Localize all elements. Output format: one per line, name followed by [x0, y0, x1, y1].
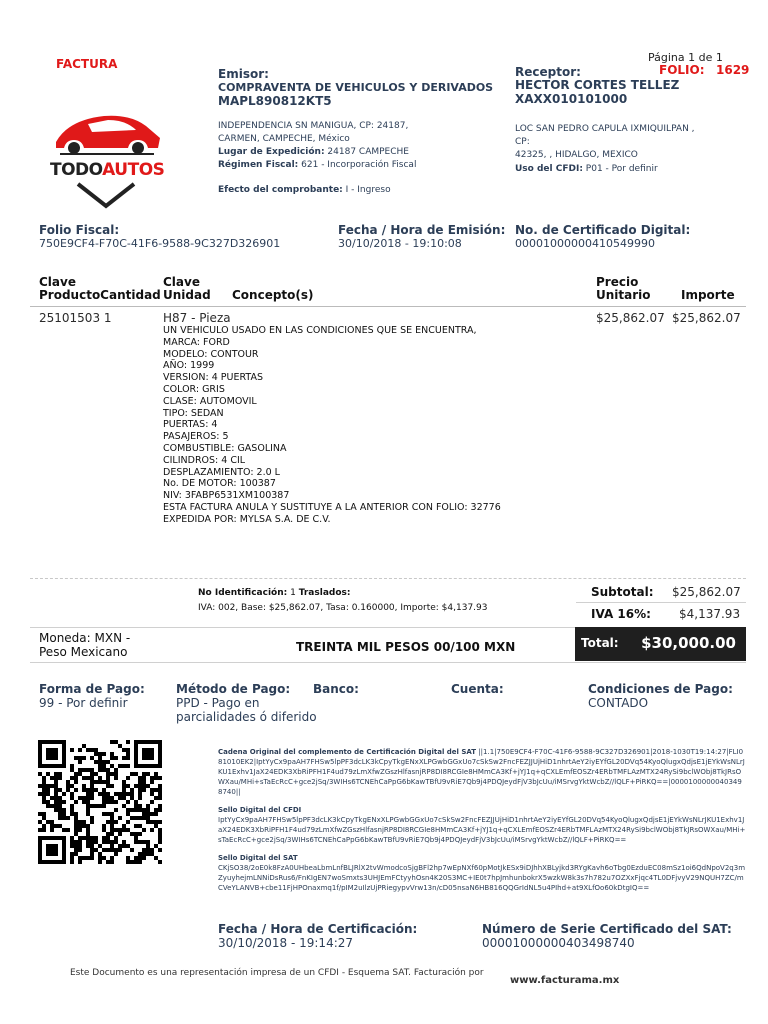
certificado-value: 00001000000410549990: [515, 237, 655, 250]
emisor-address-2: CARMEN, CAMPECHE, México: [218, 134, 350, 144]
description-line: DESPLAZAMIENTO: 2.0 L: [163, 466, 280, 478]
car-logo-icon: [48, 104, 166, 210]
receptor-address-1: LOC SAN PEDRO CAPULA IXMIQUILPAN ,: [515, 124, 695, 134]
qr-code-icon: [38, 740, 162, 864]
fecha-certificacion-value: 30/10/2018 - 19:14:27: [218, 936, 354, 950]
emisor-rfc: MAPL890812KT5: [218, 94, 332, 108]
fecha-certificacion-label: Fecha / Hora de Certificación:: [218, 922, 418, 936]
folio-fiscal-label: Folio Fiscal:: [39, 223, 120, 237]
col-precio-2: Unitario: [596, 288, 651, 302]
total-value: $30,000.00: [641, 634, 736, 652]
total-en-letra: TREINTA MIL PESOS 00/100 MXN: [296, 640, 516, 654]
description-line: ESTA FACTURA ANULA Y SUSTITUYE A LA ANTERIOR CON FOLIO: 32776: [163, 501, 501, 513]
description-line: MARCA: FORD: [163, 336, 230, 348]
fecha-emision-label: Fecha / Hora de Emisión:: [338, 223, 506, 237]
doc-type-label: FACTURA: [56, 57, 118, 71]
condiciones-value: CONTADO: [588, 696, 649, 710]
metodo-pago-value-1: PPD - Pago en: [176, 696, 260, 710]
folio-label: FOLIO:: [659, 63, 705, 77]
description-line: NIV: 3FABP6531XM100387: [163, 490, 290, 502]
lugar-expedicion-label: Lugar de Expedición:: [218, 147, 325, 157]
description-line: AÑO: 1999: [163, 360, 215, 372]
row-clave-cantidad: 25101503 1: [39, 311, 112, 325]
description-line: CLASE: AUTOMOVIL: [163, 395, 257, 407]
forma-pago-label: Forma de Pago:: [39, 682, 145, 696]
page-label: Página 1 de 1: [648, 51, 723, 64]
col-clave-2: ProductoCantidad: [39, 288, 161, 302]
description-line: TIPO: SEDAN: [163, 407, 224, 419]
efecto-value: I - Ingreso: [345, 185, 391, 195]
iva-line: IVA: 002, Base: $25,862.07, Tasa: 0.160000, Importe: $4,137.93: [198, 603, 488, 613]
row-description: [163, 325, 501, 526]
no-ident-label: No Identificación:: [198, 588, 288, 598]
col-precio-1: Precio: [596, 275, 639, 289]
lugar-expedicion-value: 24187 CAMPECHE: [327, 147, 409, 157]
footer-disclaimer: Este Documento es una representación impresa de un CFDI - Esquema SAT. Facturación por: [70, 968, 484, 978]
moneda-line-1: Moneda: MXN -: [39, 631, 131, 645]
description-line: CILINDROS: 4 CIL: [163, 454, 246, 466]
regimen-fiscal-label: Régimen Fiscal:: [218, 160, 299, 170]
banco-label: Banco:: [313, 682, 359, 696]
receptor-address-2: CP:: [515, 137, 530, 147]
receptor-address-3: 42325, , HIDALGO, MEXICO: [515, 150, 638, 160]
certificado-label: No. de Certificado Digital:: [515, 223, 691, 237]
iva-label: IVA 16%:: [591, 607, 651, 621]
description-line: MODELO: CONTOUR: [163, 348, 259, 360]
description-line: No. DE MOTOR: 100387: [163, 478, 276, 490]
col-unidad-1: Clave: [163, 275, 200, 289]
col-unidad-2: Unidad: [163, 288, 211, 302]
emisor-address-1: INDEPENDENCIA SN MANIGUA, CP: 24187,: [218, 121, 409, 131]
receptor-rfc: XAXX010101000: [515, 92, 628, 106]
description-line: COMBUSTIBLE: GASOLINA: [163, 442, 287, 454]
description-line: PASAJEROS: 5: [163, 431, 229, 443]
cadena-label: Cadena Original del complemento de Certificación Digital del SAT: [218, 748, 477, 756]
col-importe: Importe: [681, 288, 735, 302]
receptor-label: Receptor:: [515, 65, 581, 79]
sello-cfdi-value: IptYyCx9paAH7FHSw5lpPF3dcLK3kCpyTkgENxXLPGwbGGxUo7cSkSw2FncFEZJJUjHiD1nhrtAeY2iyEYfGL20DVq54KyoQlugxQdjsE1jEYkWsNLrJKU1Exhv1JaX24EDK3XbRiPFH1F4ud79zLmXfwZGszHlfasnjRP8DI8RCGIe8HMmCA3Kf+jYJ1q+qCXLEmfEOSZr4ERbTMFLAzMTX24RySi9bclWObj8TkJRsOWXau/MHi+sTaEcRcC+gce2jSq/3WIHs6TCNEhCaPpG6bKawTBfU9vRiE7Qb9j4PDQJeydFjV3bJcUu/iMSrvgYktWcbZ//lQLF+PiRKQ==: [218, 816, 746, 844]
col-clave-1: Clave: [39, 275, 76, 289]
col-concepto: Concepto(s): [232, 288, 314, 302]
row-precio: $25,862.07: [596, 311, 665, 325]
description-line: COLOR: GRIS: [163, 383, 225, 395]
description-line: EXPEDIDA POR: MYLSA S.A. DE C.V.: [163, 513, 331, 525]
sello-sat-label: Sello Digital del SAT: [218, 854, 298, 862]
sello-cfdi-label: Sello Digital del CFDI: [218, 806, 302, 814]
metodo-pago-label: Método de Pago:: [176, 682, 291, 696]
regimen-fiscal-value: 621 - Incorporación Fiscal: [301, 160, 417, 170]
moneda-line-2: Peso Mexicano: [39, 645, 128, 659]
forma-pago-value: 99 - Por definir: [39, 696, 128, 710]
emisor-name: COMPRAVENTA DE VEHICULOS Y DERIVADOS: [218, 81, 494, 94]
receptor-name: HECTOR CORTES TELLEZ: [515, 78, 680, 92]
iva-value: $4,137.93: [679, 607, 741, 621]
logo-text-todo: TODO: [50, 160, 103, 180]
sello-sat-value: CKjSO38/2oE0k8FzA0UHbeaLbmLnfBLJRlX2tvWmodcoSjgBFl2hp7wEpNXf60pMotJkESx9iDJhhXBLyjkd3RYgKavh6oTbg0EzduEC08mSz1oi6QdNpoV2q3mZyuyhejmLNNiDsRus6/FnKIgEN7woSmxts3UHJEmFCtyyhOsn4K20S3MC+IE0t7hpJmhunbokrX5wzkW8k3s7h782u7OZXxFjqc4TL0DFjvyV29NQUH7ZC/mCVeYLANVB+cbe11FjHPOnaxmq1f/pIM2uIlzUjPRiegypvVrw13n/cD05nsaN6HB816QQGrIdNL5u4PIhd+at9XLfOo60kDtgIQ==: [218, 864, 746, 892]
fecha-emision-value: 30/10/2018 - 19:10:08: [338, 237, 462, 250]
cadena-value: ||1.1|750E9CF4-F70C-41F6-9588-9C327D326901|2018-1030T19:14:27|FLI081010EK2|IptYyCx9paAH7FHSw5lpPF3dcLK3kCpyTkgENxXLPGwbGGxUo7cSkSw2FncFEZJJUjHiD1nhrtAeY2iyEYfGL20DVq54KyoQlugxQdjsE1jEYkWsNLrJKU1Exhv1JaX24EDK3XbRiPFH1F4ud79zLmXfwZGszHlfasnjRP8DI8RCGIe8HMmCA3Kf+jYJ1q+qCXLEmfEOSZr4ERbTMFLAzMTX24RySi9bclWObj8TkJRsOWXau/MHi+sTaEcRcC+gce2jSq/3WIHs6TCNEhCaPpG6bKawTBfU9vRiE7Qb9j4PDQJeydFjV3bJcUu/iMSrvgYktWcbZ//lQLF+PiRKQ==|00001000000403498740||: [218, 748, 745, 796]
condiciones-label: Condiciones de Pago:: [588, 682, 733, 696]
trasladados-label: Traslados:: [298, 588, 351, 598]
folio-value: 1629: [716, 63, 750, 77]
description-line: PUERTAS: 4: [163, 419, 218, 431]
serie-sat-label: Número de Serie Certificado del SAT:: [482, 922, 732, 936]
uso-cfdi-value: P01 - Por definir: [585, 164, 658, 174]
emisor-label: Emisor:: [218, 67, 269, 81]
description-line: UN VEHICULO USADO EN LAS CONDICIONES QUE SE ENCUENTRA,: [163, 325, 477, 336]
row-importe: $25,862.07: [672, 311, 741, 325]
folio-fiscal-value: 750E9CF4-F70C-41F6-9588-9C327D326901: [39, 237, 281, 250]
qr-code: [38, 740, 162, 864]
no-ident-value: 1: [290, 588, 296, 598]
metodo-pago-value-2: parcialidades ó diferido: [176, 710, 317, 724]
company-logo: [48, 104, 166, 210]
efecto-label: Efecto del comprobante:: [218, 185, 343, 195]
logo-text-autos: AUTOS: [102, 160, 165, 180]
serie-sat-value: 00001000000403498740: [482, 936, 635, 950]
subtotal-label: Subtotal:: [591, 585, 654, 599]
subtotal-value: $25,862.07: [672, 585, 741, 599]
cuenta-label: Cuenta:: [451, 682, 504, 696]
row-unidad: H87 - Pieza: [163, 311, 231, 325]
description-line: VERSION: 4 PUERTAS: [163, 372, 263, 384]
footer-site-link[interactable]: www.facturama.mx: [510, 975, 620, 986]
total-label: Total:: [581, 636, 619, 650]
total-box: [575, 627, 746, 661]
uso-cfdi-label: Uso del CFDI:: [515, 164, 583, 174]
